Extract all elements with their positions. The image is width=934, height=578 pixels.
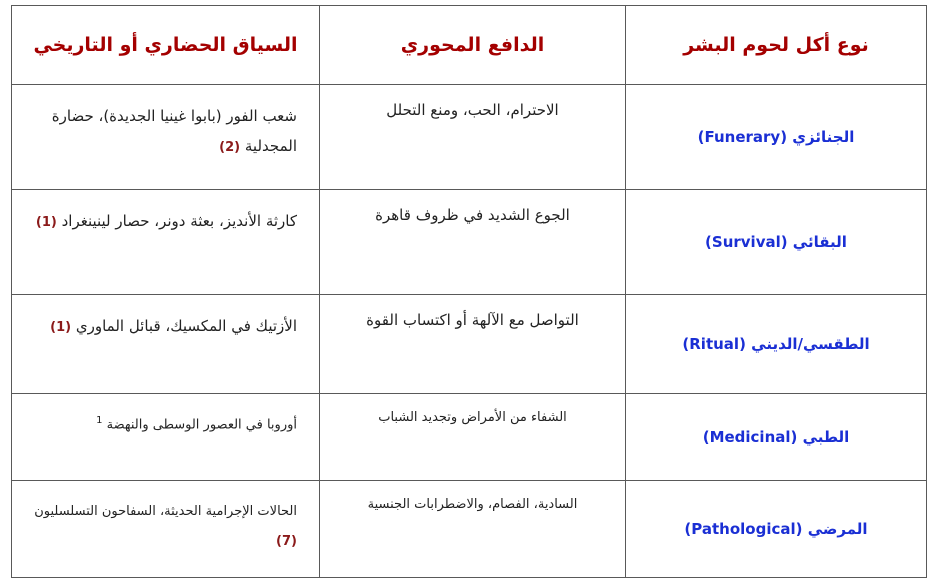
- context-text: أوروبا في العصور الوسطى والنهضة: [106, 417, 297, 433]
- motive-cell: الشفاء من الأمراض وتجديد الشباب: [320, 394, 626, 481]
- type-cell: الجنائزي (Funerary): [626, 85, 927, 190]
- table-row: [12, 394, 927, 481]
- context-text: الحالات الإجرامية الحديثة، السفاحون التسلسليون: [34, 504, 297, 519]
- reference-number: (7): [276, 534, 297, 549]
- table-row: [12, 295, 927, 394]
- motive-cell: السادية، الفصام، والاضطرابات الجنسية: [320, 481, 626, 578]
- motive-cell: الاحترام، الحب، ومنع التحلل: [320, 85, 626, 190]
- context-cell: [12, 481, 320, 578]
- table-row: [12, 85, 927, 190]
- table-row: [12, 481, 927, 578]
- comparison-table: [11, 5, 927, 578]
- context-cell: [12, 85, 320, 190]
- context-cell: [12, 394, 320, 481]
- reference-number: (1): [35, 215, 57, 230]
- type-cell: المرضي (Pathological): [626, 481, 927, 578]
- header-type: نوع أكل لحوم البشر: [626, 6, 927, 85]
- table-row: [12, 190, 927, 295]
- reference-number: (1): [50, 320, 72, 335]
- context-text: الأزتيك في المكسيك، قبائل الماوري: [75, 317, 297, 335]
- header-row: [12, 6, 927, 85]
- motive-cell: التواصل مع الآلهة أو اكتساب القوة: [320, 295, 626, 394]
- type-cell: الطقسي/الديني (Ritual): [626, 295, 927, 394]
- header-context: السياق الحضاري أو التاريخي: [12, 6, 320, 85]
- context-text: شعب الفور (بابوا غينيا الجديدة)، حضارة المجدلية: [51, 107, 297, 155]
- context-text: كارثة الأنديز، بعثة دونر، حصار لينينغراد: [61, 212, 297, 230]
- type-cell: الطبي (Medicinal): [626, 394, 927, 481]
- header-motive: الدافع المحوري: [320, 6, 626, 85]
- context-cell: [12, 190, 320, 295]
- reference-number: (2): [219, 140, 241, 155]
- motive-cell: الجوع الشديد في ظروف قاهرة: [320, 190, 626, 295]
- context-cell: [12, 295, 320, 394]
- footnote-marker: 1: [96, 415, 103, 426]
- type-cell: البقائي (Survival): [626, 190, 927, 295]
